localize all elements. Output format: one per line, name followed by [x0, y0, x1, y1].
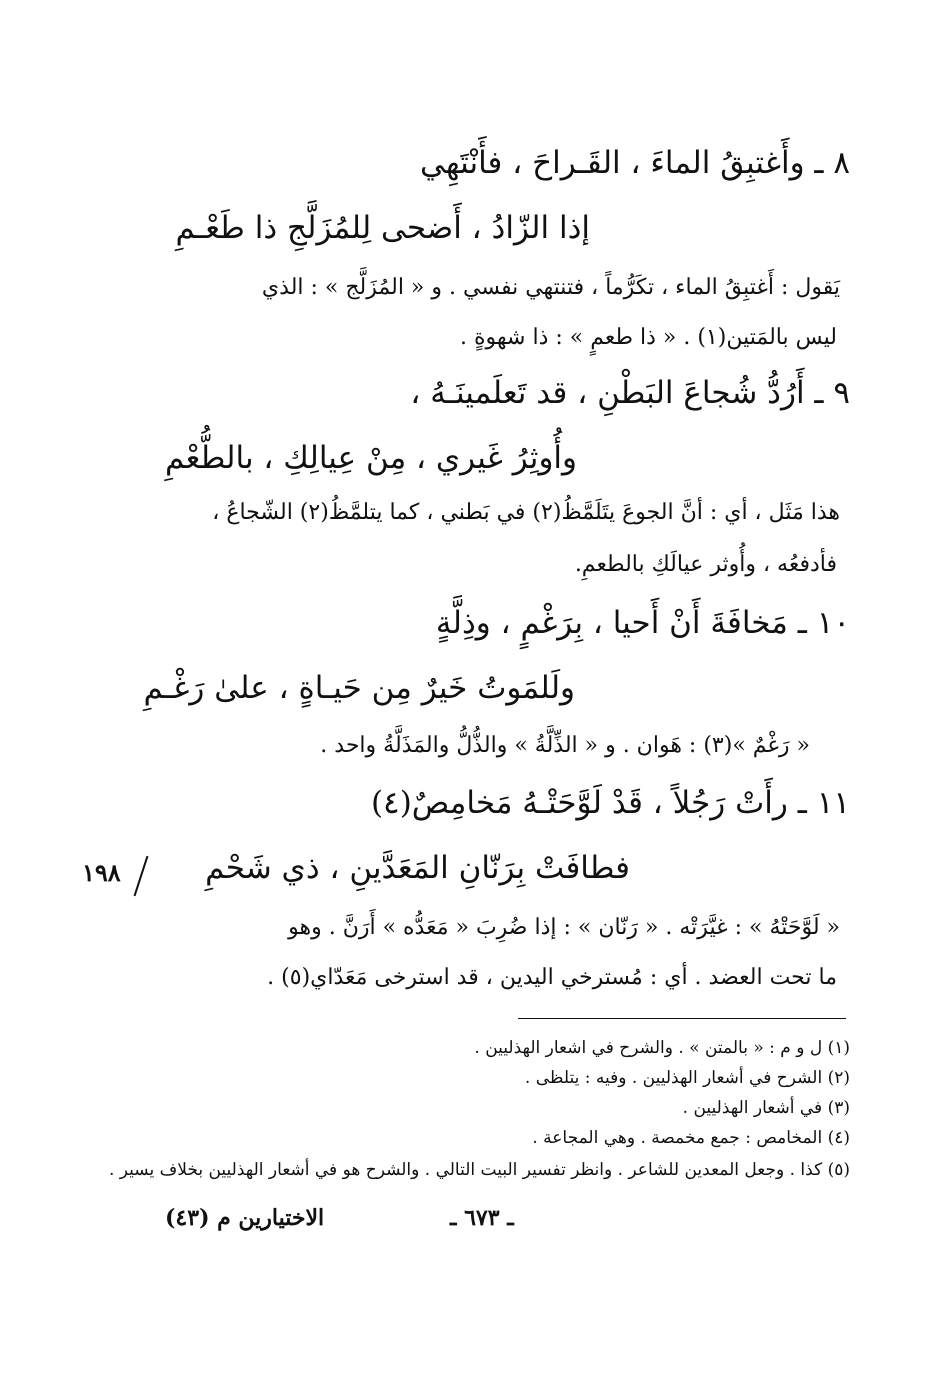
verse-10-first-hemistich: ١٠ ـ مَخافَةَ أَنْ أَحيا ، بِرَغْمٍ ، وذِلَّةٍ: [435, 605, 850, 641]
footnote-5: (٥) كذا . وجعل المعدين للشاعر . وانظر تفسير البيت التالي . والشرح هو في أشعار الهذليين بخلاف يسير .: [108, 1160, 850, 1180]
verse-8-first-hemistich: ٨ ـ وأَغتبِقُ الماءَ ، القَـراحَ ، فأَنْتَهِي: [419, 145, 850, 181]
gloss-11-line-1: « لَوَّحَتْهُ » : غيَّرَتْه . « رَنّان » : إذا ضُرِبَ « مَعَدُّه » أَرَنَّ . وهو: [288, 915, 840, 940]
gloss-9-line-2: فأدفعُه ، وأُوثر عيالَكِ بالطعمِ.: [574, 552, 837, 577]
gloss-8-line-1: يَقول : أَغتبِقُ الماء ، تكَرُّماً ، فتنتهي نفسي . و « المُزَلَّج » : الذي: [261, 275, 840, 300]
footnote-separator: [518, 1018, 846, 1019]
gloss-8-line-2: ليس بالمَتين(١) . « ذا طعمٍ » : ذا شهوةٍ .: [460, 325, 837, 350]
footnote-4: (٤) المخامص : جمع مخمصة . وهي المجاعة .: [532, 1128, 850, 1148]
verse-9-second-hemistich: وأُوثِرُ غَيري ، مِنْ عِيالِكِ ، بالطُّعْمِ: [165, 440, 577, 476]
gloss-9-line-1: هذا مَثَل ، أي : أنَّ الجوعَ يتَلَمَّظُ(٢) في بَطني ، كما يتلمَّظُ(٢) الشّجاعُ ،: [212, 500, 840, 525]
margin-page-number: ١٩٨: [82, 858, 121, 887]
verse-8-second-hemistich: إذا الزّادُ ، أَضحى لِلمُزَلَّجِ ذا طَعْـمِ: [175, 210, 590, 246]
verse-11-second-hemistich: فطافَتْ بِرَنّانِ المَعَدَّينِ ، ذي شَحْمِ: [205, 850, 630, 886]
footnote-3: (٣) في أشعار الهذليين .: [682, 1098, 850, 1118]
footnote-2: (٢) الشرح في أشعار الهذليين . وفيه : يتلظى .: [524, 1068, 850, 1088]
gloss-10-line-1: « رَغْمٌ »(٣) : هَوان . و « الذِّلَّةُ » والذُّلُّ والمَذَلَّةُ واحد .: [320, 733, 810, 758]
gloss-11-line-2: ما تحت العضد . أي : مُسترخي اليدين ، قد استرخى مَعَدّاي(٥) .: [267, 965, 837, 990]
verse-11-first-hemistich: ١١ ـ رأَتْ رَجُلاً ، قَدْ لَوَّحَتْـهُ مَخامِصٌ(٤): [370, 785, 850, 821]
margin-separator: [134, 856, 149, 897]
verse-10-second-hemistich: ولَلمَوتُ خَيرٌ مِن حَيـاةٍ ، علىٰ رَغْـمِ: [143, 670, 575, 706]
page-number: ـ ٦٧٣ ـ: [450, 1205, 514, 1231]
signature-mark: الاختيارين م (٤٣): [165, 1205, 325, 1231]
verse-9-first-hemistich: ٩ ـ أَرُدُّ شُجاعَ البَطْنِ ، قد تَعلَمينَـهُ ،: [410, 375, 850, 411]
footnote-1: (١) ل و م : « بالمتن » . والشرح في اشعار الهذليين .: [474, 1038, 850, 1058]
